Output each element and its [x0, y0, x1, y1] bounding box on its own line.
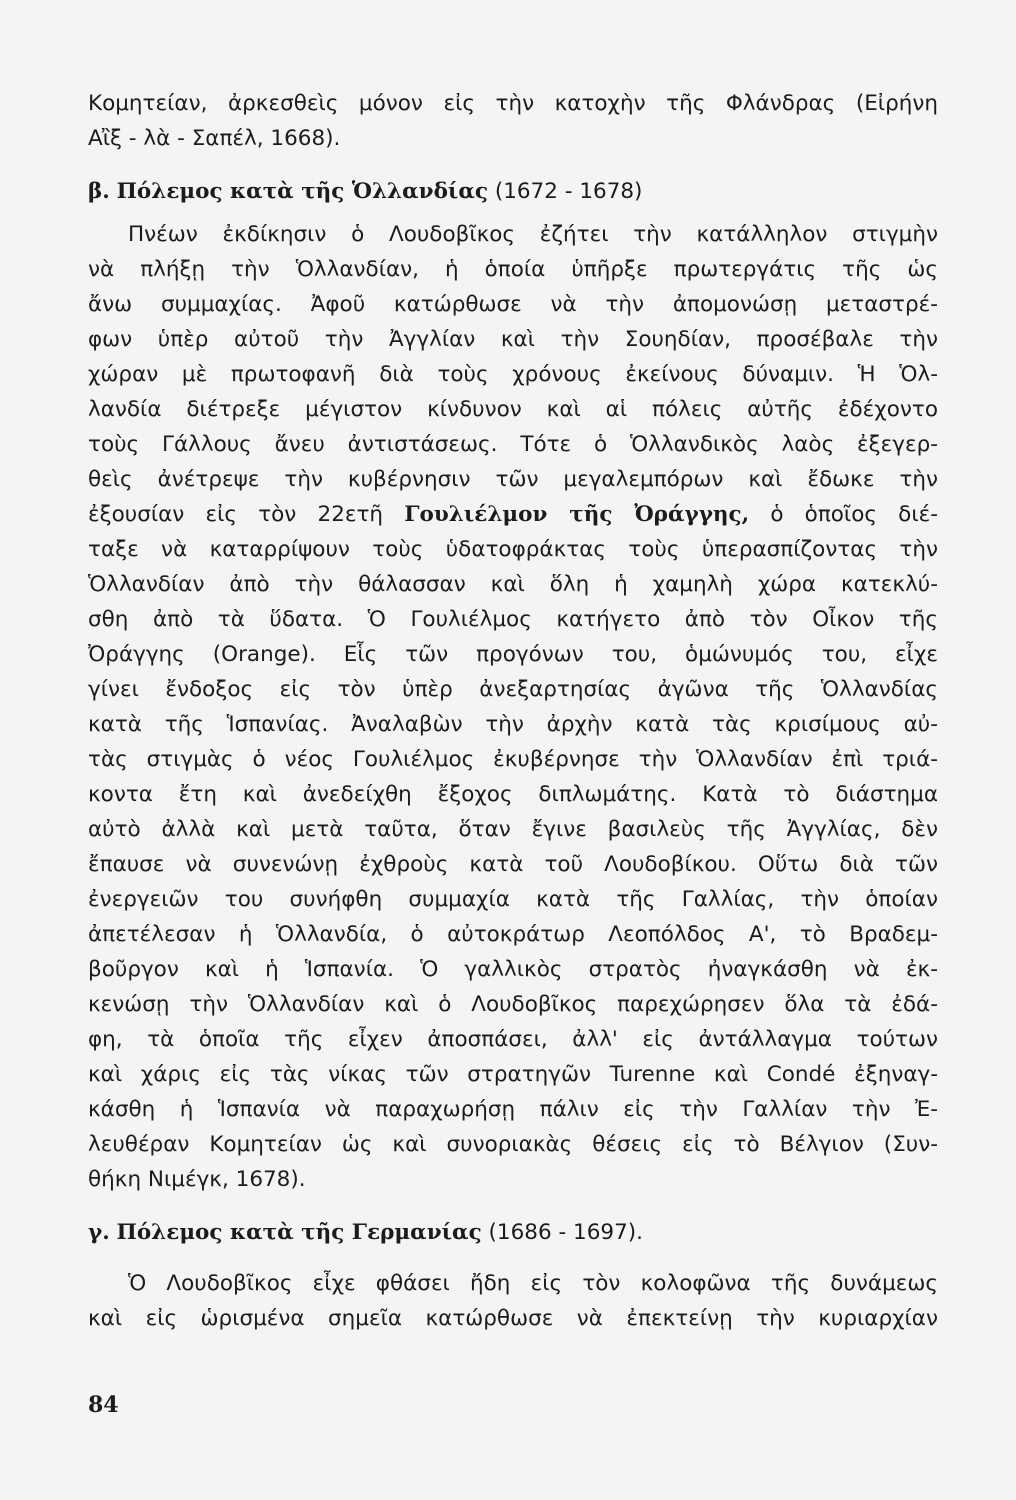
text-line: θήκη Νιμέγκ, 1678).: [88, 1167, 306, 1192]
text-line: Ὁ Λουδοβῖκος εἶχε φθάσει ἤδη εἰς τὸν κολοφῶνα τῆς δυνάμεως: [128, 1271, 938, 1296]
text-line: λανδία διέτρεξε μέγιστον κίνδυνον καὶ αἱ πόλεις αὐτῆς ἐδέχοντο: [88, 397, 938, 422]
section-title: Πόλεμος κατὰ τῆς Ὁλλανδίας: [116, 179, 488, 204]
section-years: (1672 - 1678): [494, 179, 643, 204]
section-label: β.: [88, 179, 110, 204]
text-line: ἀπετέλεσαν ἡ Ὁλλανδία, ὁ αὐτοκράτωρ Λεοπόλδος Α', τὸ Βραδεμ-: [88, 922, 938, 947]
text-line: Κομητείαν, ἀρκεσθεὶς μόνον εἰς τὴν κατοχὴν τῆς Φλάνδρας (Εἰρήνη: [88, 91, 938, 116]
body-text: [88, 86, 938, 1336]
text-line: κενώσῃ τὴν Ὁλλανδίαν καὶ ὁ Λουδοβῖκος παρεχώρησεν ὅλα τὰ ἐδά-: [88, 992, 938, 1017]
text-line: ταξε νὰ καταρρίψουν τοὺς ὑδατοφράκτας τοὺς ὑπερασπίζοντας τὴν: [88, 537, 938, 562]
text-line: χώραν μὲ πρωτοφανῆ διὰ τοὺς χρόνους ἐκείνους δύναμιν. Ἡ Ὁλ-: [88, 362, 938, 387]
section-heading-g: [88, 1215, 938, 1250]
text-line: βοῦργον καὶ ἡ Ἱσπανία. Ὁ γαλλικὸς στρατὸς ἠναγκάσθη νὰ ἐκ-: [88, 957, 938, 982]
text-line: Ὁλλανδίαν ἀπὸ τὴν θάλασσαν καὶ ὅλη ἡ χαμηλὴ χώρα κατεκλύ-: [88, 572, 938, 597]
line-part: ἐξουσίαν εἰς τὸν 22ετῆ: [88, 502, 384, 527]
text-line: ἐνεργειῶν του συνήφθη συμμαχία κατὰ τῆς Γαλλίας, τὴν ὁποίαν: [88, 887, 938, 912]
text-line: φων ὑπὲρ αὐτοῦ τὴν Ἀγγλίαν καὶ τὴν Σουηδίαν, προσέβαλε τὴν: [88, 327, 938, 352]
text-line: αὐτὸ ἀλλὰ καὶ μετὰ ταῦτα, ὅταν ἔγινε βασιλεὺς τῆς Ἀγγλίας, δὲν: [88, 817, 938, 842]
section-title: Πόλεμος κατὰ τῆς Γερμανίας: [116, 1220, 482, 1245]
text-line: νὰ πλήξῃ τὴν Ὁλλανδίαν, ἡ ὁποία ὑπῆρξε πρωτεργάτις τῆς ὡς: [88, 257, 938, 282]
line-part: ὁ ὁποῖος διέ-: [770, 502, 938, 527]
text-line: κοντα ἔτη καὶ ἀνεδείχθη ἔξοχος διπλωμάτης. Κατὰ τὸ διάστημα: [88, 782, 938, 807]
emphasized-name: Γουλιέλμον τῆς Ὀράγγης,: [404, 502, 750, 527]
text-line: Ὀράγγης (Orange). Εἷς τῶν προγόνων του, ὁμώνυμός του, εἶχε: [88, 642, 938, 667]
text-line: καὶ χάρις εἰς τὰς νίκας τῶν στρατηγῶν Turenne καὶ Condé ἐξηναγ-: [88, 1062, 938, 1087]
text-line: τὰς στιγμὰς ὁ νέος Γουλιέλμος ἐκυβέρνησε τὴν Ὁλλανδίαν ἐπὶ τριά-: [88, 747, 938, 772]
text-line: καὶ εἰς ὡρισμένα σημεῖα κατώρθωσε νὰ ἐπεκτείνῃ τὴν κυριαρχίαν: [88, 1306, 938, 1331]
text-line: ἄνω συμμαχίας. Ἀφοῦ κατώρθωσε νὰ τὴν ἀπομονώσῃ μεταστρέ-: [88, 292, 938, 317]
text-line-with-name: [88, 497, 938, 532]
text-line: κάσθη ἡ Ἱσπανία νὰ παραχωρήσῃ πάλιν εἰς τὴν Γαλλίαν τὴν Ἐ-: [88, 1097, 938, 1122]
text-line: κατὰ τῆς Ἱσπανίας. Ἀναλαβὼν τὴν ἀρχὴν κατὰ τὰς κρισίμους αὐ-: [88, 712, 938, 737]
text-line: Αἲξ - λὰ - Σαπέλ, 1668).: [88, 126, 341, 151]
text-line: τοὺς Γάλλους ἄνευ ἀντιστάσεως. Τότε ὁ Ὁλλανδικὸς λαὸς ἐξεγερ-: [88, 432, 938, 457]
text-line: Πνέων ἐκδίκησιν ὁ Λουδοβῖκος ἐζήτει τὴν κατάλληλον στιγμὴν: [128, 222, 938, 247]
section-label: γ.: [88, 1220, 110, 1245]
text-line: φη, τὰ ὁποῖα τῆς εἶχεν ἀποσπάσει, ἀλλ' εἰς ἀντάλλαγμα τούτων: [88, 1027, 938, 1052]
section-heading-b: [88, 174, 938, 209]
page-number: 84: [88, 1392, 119, 1418]
text-line: γίνει ἔνδοξος εἰς τὸν ὑπὲρ ἀνεξαρτησίας ἀγῶνα τῆς Ὁλλανδίας: [88, 677, 938, 702]
text-line: θεὶς ἀνέτρεψε τὴν κυβέρνησιν τῶν μεγαλεμπόρων καὶ ἔδωκε τὴν: [88, 467, 938, 492]
text-line: σθη ἀπὸ τὰ ὕδατα. Ὁ Γουλιέλμος κατήγετο ἀπὸ τὸν Οἶκον τῆς: [88, 607, 938, 632]
section-years: (1686 - 1697).: [488, 1220, 643, 1245]
text-line: λευθέραν Κομητείαν ὡς καὶ συνοριακὰς θέσεις εἰς τὸ Βέλγιον (Συν-: [88, 1132, 938, 1157]
text-line: ἔπαυσε νὰ συνενώνῃ ἐχθροὺς κατὰ τοῦ Λουδοβίκου. Οὕτω διὰ τῶν: [88, 852, 938, 877]
